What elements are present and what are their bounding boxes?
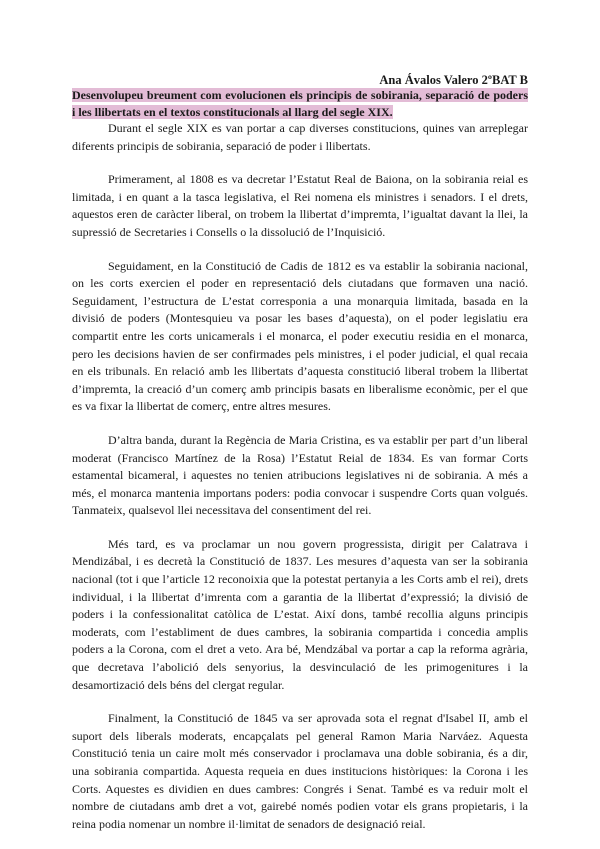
- question-heading: [72, 87, 528, 121]
- paragraph-1834: D’altra banda, durant la Regència de Maria Cristina, es va establir per part d’un liberal moderat (Francisco Martínez de la Rosa) l’Estatut Reial de 1834. Es van formar Corts estamental bicameral, i aquestes no tenien atribucions legislatives ni de sobirania. A més a més, el monarca mantenia importans poders: podia convocar i suspendre Corts quan volgués. Tanmateix, qualsevol llei necessitava del consentiment del rei.: [72, 432, 528, 518]
- paragraph-1808: Primerament, al 1808 es va decretar l’Estatut Real de Baiona, on la sobirania reial es limitada, i en quant a la tasca legislativa, el Rei nomena els ministres i senadors. I el drets, aquestos eren de caràcter liberal, on trobem la llibertat d’impremta, l’igualtat davant la llei, la supressió de Secretaries i Consells o la dissolució de l’Inquisició.: [72, 172, 528, 239]
- paragraph-1837: Més tard, es va proclamar un nou govern progressista, dirigit per Calatrava i Mendizábal, i es decretà la Constitució de 1837. Les mesures d’aquesta van ser la sobirania nacional (tot i que l’article 12 reconoixia que la potestat pertanyia a les Corts amb el rei), drets individual, i la llibertat d’imrenta com a garantia de la llibertat d’expressió; la divisió de poders i la confessionalitat catòlica de L’estat. Així dons, també recollia alguns principis moderats, com l’establiment de dues cambres, la sobirania compartida i concedia amplis poders a la Corona, com el dret a veto. Ara bé, Mendzábal va portar a cap la reforma agrària, que decretava l’abolició dels senyorius, la desvinculació de les primogenitures i la desamortizació dels béns del clergat regular.: [72, 536, 528, 692]
- author-line: Ana Ávalos Valero 2ºBAT B: [379, 73, 528, 87]
- paragraph-1812: Seguidament, en la Constitució de Cadis de 1812 es va establir la sobirania nacional, on les corts exercien el poder en representació dels ciutadans que formaven una nació. Seguidament, l’estructura de L’estat corresponia a una monarquia limitada, basada en la divisió de poders (Montesquieu va posar les bases d’aquesta), on el poder legislatiu era compartit entre les corts unicamerals i el monarca, el poder executiu residia en el monarca, pero les decisions havien de ser confirmades pels ministres, i el poder judicial, el qual recaia en els tribunals. En relació amb les llibertats d’aquesta constitució liberal trobem la llibertat d’impremta, la creació d’un comerç amb principis basats en liberalisme econòmic, per el que es va fixar la llibertat de comerç, entre altres mesures.: [72, 258, 528, 414]
- essay-body: [72, 120, 528, 849]
- question-highlight: Desenvolupeu breument com evolucionen els principis de sobirania, separació de poders i les llibertats en el textos constitucionals al llarg del segle XIX.: [72, 88, 528, 119]
- paragraph-1845: Finalment, la Constitució de 1845 va ser aprovada sota el regnat d'Isabel II, amb el suport dels liberals moderats, encapçalats pel general Ramon Maria Narváez. Aquesta Constitució tenia un caire molt més conservador i proclamava una doble sobirania, és a dir, una sobirania compartida. Aquesta requeia en dues institucions històriques: la Corona i les Corts. Aquestes es dividien en dues cambres: Congrés i Senat. També es va reduir molt el nombre de ciutadans amb dret a vot, gairebé només podien votar els grans propietaris, i la reina podia nomenar un nombre il·limitat de senadors de designació reial.: [72, 711, 528, 831]
- paragraph-intro: Durant el segle XIX es van portar a cap diverses constitucions, quines van arreplegar diferents principis de sobirania, separació de poder i llibertats.: [72, 121, 528, 153]
